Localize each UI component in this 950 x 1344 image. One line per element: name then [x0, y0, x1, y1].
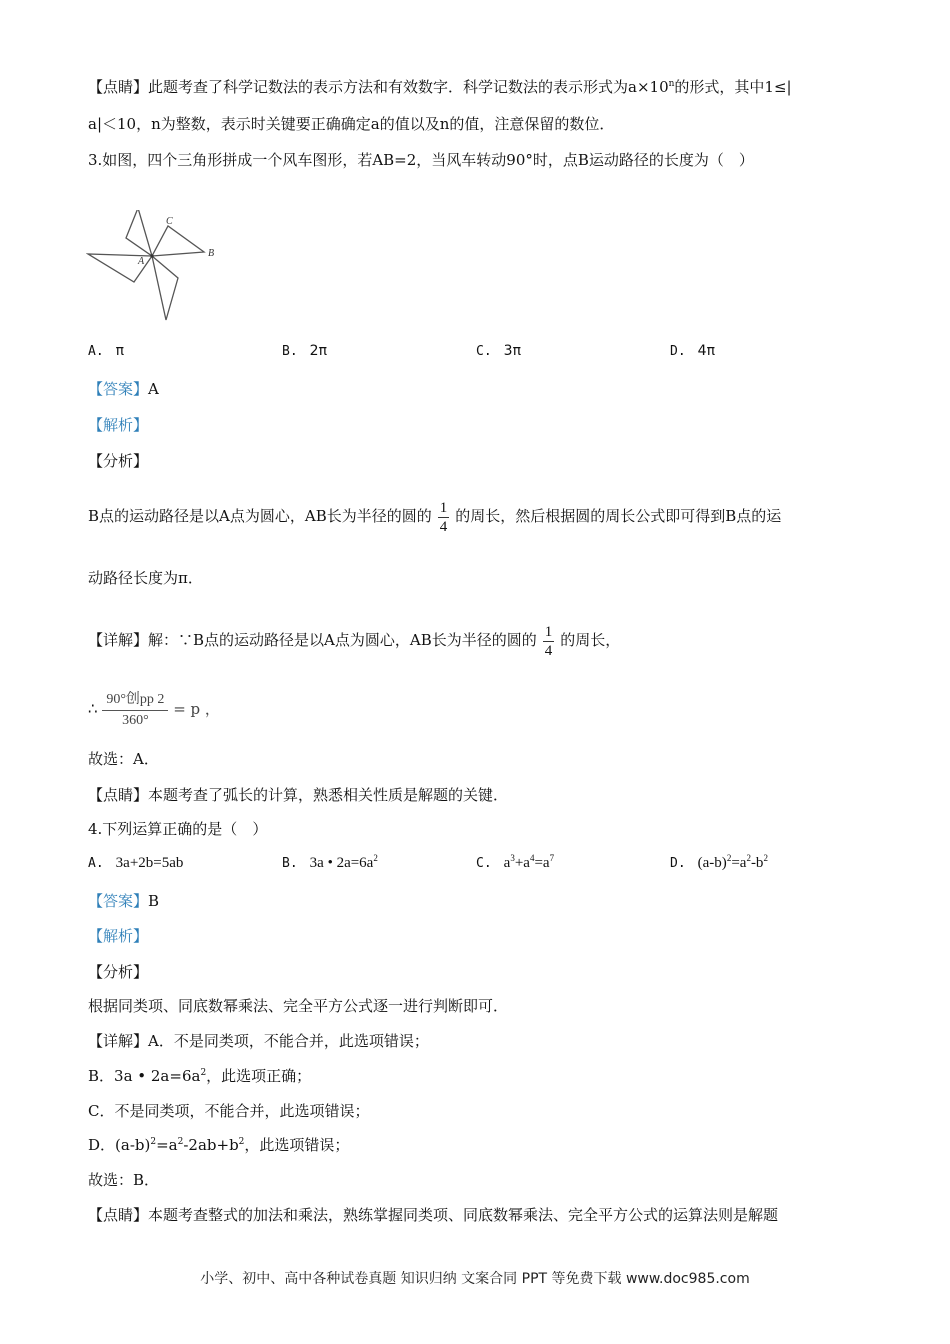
- q3-comment: 【点睛】本题考查了弧长的计算，熟悉相关性质是解题的关键．: [88, 786, 509, 804]
- fraction-one-quarter-2: $\frac{1}{4}$: [544, 623, 553, 659]
- q3-answer: [88, 378, 868, 400]
- q4-detail-d: D．$(a-b)^2=a^2-2ab+b^2$，此选项错误；: [88, 1136, 350, 1154]
- windmill-figure: [86, 210, 236, 332]
- q3-choose: 故选：A．: [88, 750, 159, 768]
- q3-jiexi-tag: 【解析】: [88, 416, 149, 434]
- prev-comment-line-2: a|＜10，n为整数，表示时关键要正确确定a的值以及n的值，注意保留的数位．: [88, 115, 615, 133]
- arc-length-formula: ∴ 90°创pp 2 360° = p ，: [88, 688, 220, 732]
- q4-answer: [88, 890, 868, 912]
- q4-analysis: 根据同类项、同底数幂乘法、完全平方公式逐一进行判断即可．: [88, 997, 509, 1015]
- q3-stem: 3.如图，四个三角形拼成一个风车图形，若AB=2，当风车转动90°时，点B运动路径的长度为（ ）: [88, 151, 754, 169]
- q3-detail: 【详解】解：∵B点的运动路径是以A点为圆心，AB长为半径的圆的 $\frac{1}{4}$ 的周长，: [88, 623, 621, 659]
- q4-jiexi-tag: 【解析】: [88, 927, 149, 945]
- q3-option-a: A. π: [88, 343, 125, 359]
- q4-choose: 故选：B．: [88, 1171, 160, 1189]
- q4-stem: 4.下列运算正确的是（ ）: [88, 820, 268, 838]
- detail-tag: 【详解】: [88, 631, 149, 649]
- q4-option-b: B. 3a • $2a=6a^2$: [282, 853, 378, 871]
- q3-option-b: B. 2π: [282, 343, 327, 359]
- q3-analysis-line-2: 动路径长度为π．: [88, 569, 203, 587]
- label-c: C: [166, 216, 173, 227]
- formula-fraction: 90°创pp 2 360°: [102, 688, 168, 729]
- label-a: A: [138, 256, 145, 267]
- q4-detail-b: B．3a • $2a=6a^2$，此选项正确；: [88, 1067, 312, 1085]
- comment-tag: 【点睛】: [88, 78, 149, 96]
- q3-option-d: D. 4π: [670, 343, 715, 359]
- q4-option-c: C. $a^3+a^4=a^7$: [476, 853, 555, 871]
- q4-option-d: D. $(a-b)^2=a^2-b^2$: [670, 853, 768, 871]
- q3-analysis-line-1: B点的运动路径是以A点为圆心，AB长为半径的圆的 $\frac{1}{4}$ 的周长，然后根据圆的周长公式即可得到B点的运: [88, 499, 782, 535]
- q3-fenxi-tag: 【分析】: [88, 452, 149, 470]
- answer-value: A: [148, 380, 159, 398]
- answer-tag: 【答案】: [88, 892, 149, 910]
- page-footer: 小学、初中、高中各种试卷真题 知识归纳 文案合同 PPT 等免费下载 www.doc985.com: [200, 1271, 750, 1287]
- q4-option-a: A. 3a+2b=5ab: [88, 855, 184, 871]
- answer-value: B: [148, 892, 160, 910]
- label-b: B: [208, 248, 215, 259]
- answer-tag: 【答案】: [88, 380, 149, 398]
- q4-detail-a: 【详解】A．不是同类项，不能合并，此选项错误；: [88, 1032, 429, 1050]
- windmill-diagram: [86, 210, 236, 328]
- q4-comment: 【点睛】本题考查整式的加法和乘法，熟练掌握同类项、同底数幂乘法、完全平方公式的运算法则是解题: [88, 1206, 779, 1224]
- q4-detail-c: C．不是同类项，不能合并，此选项错误；: [88, 1102, 370, 1120]
- q4-fenxi-tag: 【分析】: [88, 963, 149, 981]
- fraction-one-quarter: $\frac{1}{4}$: [439, 499, 448, 535]
- q3-option-c: C. 3π: [476, 343, 521, 359]
- prev-comment-line-1: 【点睛】此题考查了科学记数法的表示方法和有效数字．科学记数法的表示形式为$a\times 10^n$的形式，其中1≤|: [88, 78, 792, 96]
